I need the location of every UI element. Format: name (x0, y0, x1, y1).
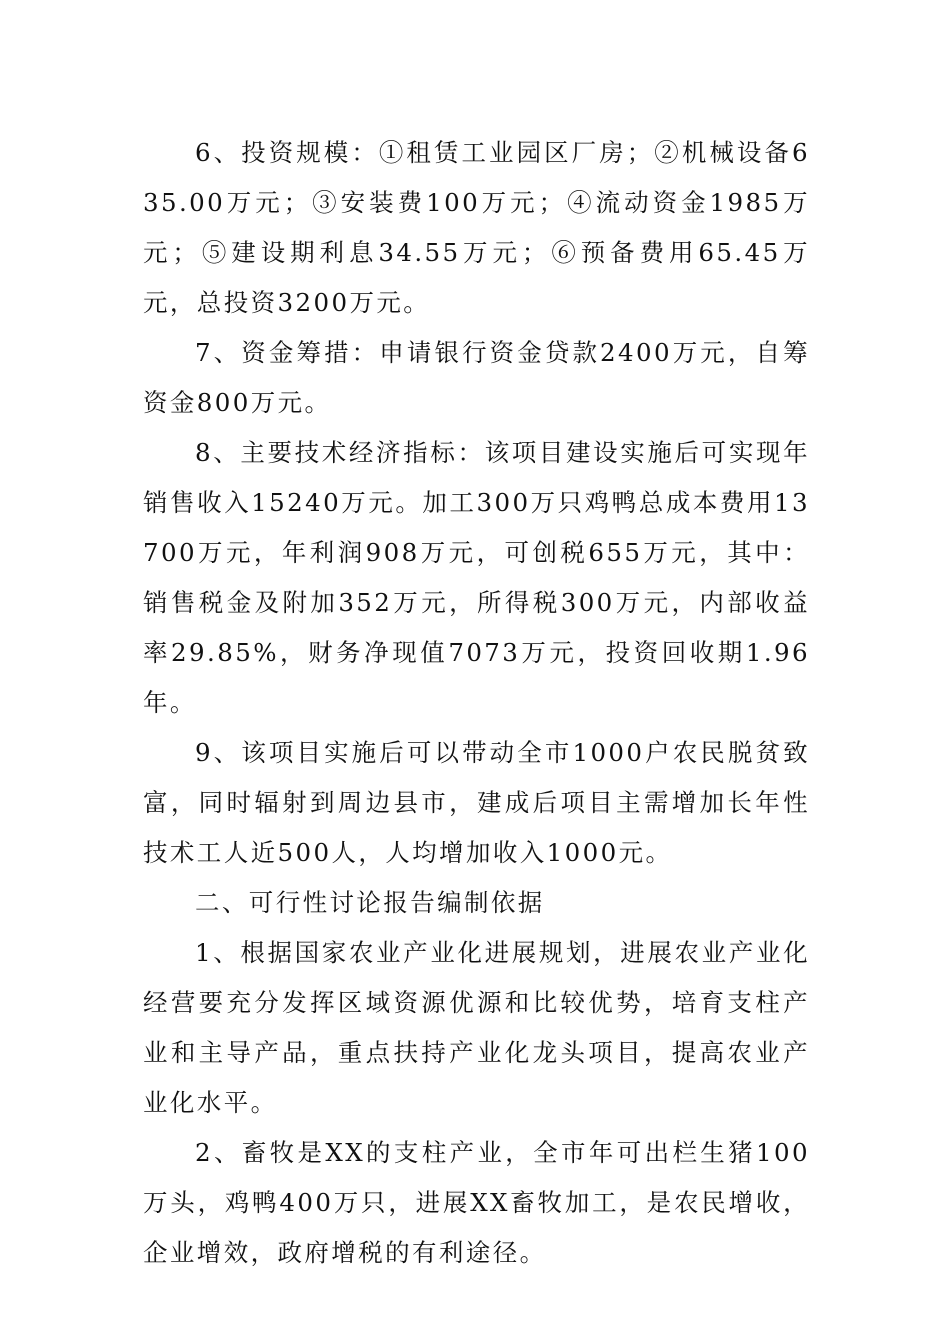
paragraph-investment-scale: 6、投资规模：①租赁工业园区厂房；②机械设备635.00万元；③安装费100万元；④流动资金1985万元；⑤建设期利息34.55万元；⑥预备费用65.45万元，总投资3200万元。 (143, 138, 810, 317)
paragraph-fund-raising: 7、资金筹措：申请银行资金贷款2400万元，自筹资金800万元。 (143, 338, 810, 417)
paragraph-basis-2: 2、畜牧是XX的支柱产业，全市年可出栏生猪100万头，鸡鸭400万只，进展XX畜牧加工，是农民增收，企业增效，政府增税的有利途径。 (143, 1138, 810, 1267)
section-heading-basis: 二、可行性讨论报告编制依据 (195, 888, 545, 917)
paragraph-social-benefit: 9、该项目实施后可以带动全市1000户农民脱贫致富，同时辐射到周边县市，建成后项目主需增加长年性技术工人近500人，人均增加收入1000元。 (143, 738, 810, 867)
document-page (143, 128, 810, 1278)
paragraph-economic-indicators: 8、主要技术经济指标：该项目建设实施后可实现年销售收入15240万元。加工300万只鸡鸭总成本费用13700万元，年利润908万元，可创税655万元，其中：销售税金及附加352万元，所得税300万元，内部收益率29.85%，财务净现值7073万元，投资回收期1.96年。 (143, 438, 810, 717)
paragraph-basis-1: 1、根据国家农业产业化进展规划，进展农业产业化经营要充分发挥区域资源优源和比较优势，培育支柱产业和主导产品，重点扶持产业化龙头项目，提高农业产业化水平。 (143, 938, 810, 1117)
